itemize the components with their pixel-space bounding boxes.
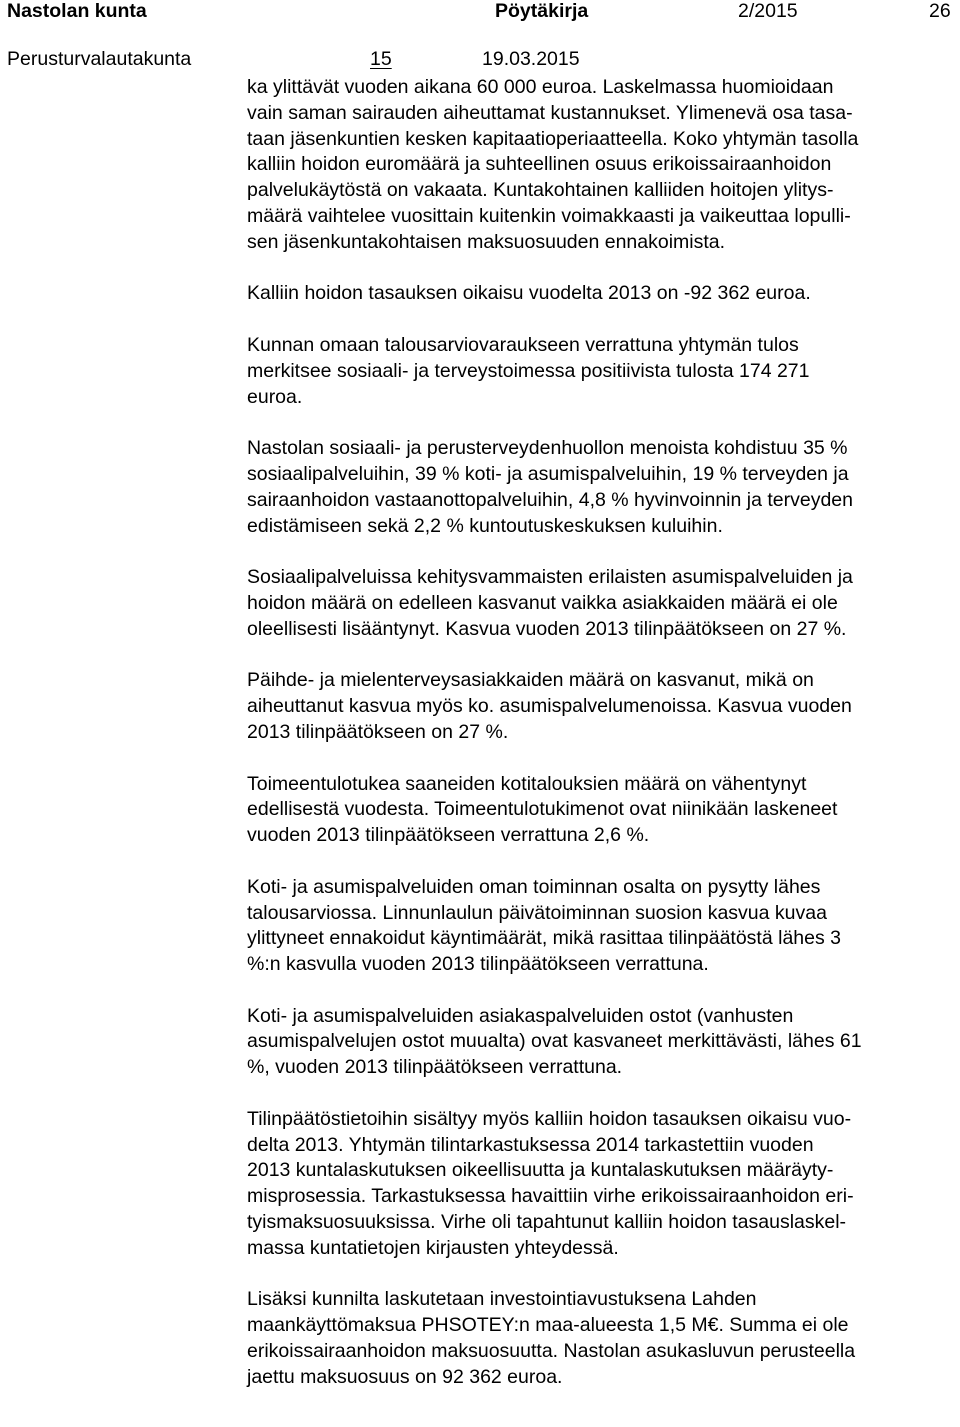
meeting-date: 19.03.2015: [482, 48, 580, 70]
paragraph: [247, 1287, 952, 1390]
paragraph: [247, 1107, 952, 1262]
document-type: Pöytäkirja: [495, 0, 589, 22]
text-line: talousarviossa. Linnunlaulun päivätoiminnan suosion kasvua kuvaa: [247, 901, 827, 924]
text-line: ylittyneet ennakoidut käyntimäärät, mikä rasittaa tilinpäätöstä lähes 3: [247, 927, 841, 950]
text-line: Koti- ja asumispalveluiden oman toiminnan osalta on pysytty lähes: [247, 875, 821, 898]
text-line: ka ylittävät vuoden aikana 60 000 euroa. Laskelmassa huomioidaan: [247, 76, 834, 98]
text-line: euroa.: [247, 385, 303, 408]
text-line: hoidon määrä on edelleen kasvanut vaikka asiakkaiden määrä ei ole: [247, 591, 838, 614]
text-line: Nastolan sosiaali- ja perusterveydenhuollon menoista kohdistuu 35 %: [247, 437, 848, 460]
document-number: 2/2015: [738, 0, 798, 22]
text-line: delta 2013. Yhtymän tilintarkastuksessa 2014 tarkastettiin vuoden: [247, 1133, 814, 1156]
text-line: jaettu maksuosuus on 92 362 euroa.: [247, 1365, 563, 1388]
paragraph: [247, 281, 952, 307]
text-line: aiheuttanut kasvua myös ko. asumispalvelumenoissa. Kasvua vuoden: [247, 695, 852, 718]
document-header: [0, 0, 960, 24]
committee-name: Perusturvalautakunta: [7, 48, 192, 70]
text-line: sairaanhoidon vastaanottopalveluihin, 4,8 % hyvinvoinnin ja terveyden: [247, 488, 853, 511]
text-line: Koti- ja asumispalveluiden asiakaspalveluiden ostot (vanhusten: [247, 1004, 794, 1027]
paragraph: [247, 75, 952, 256]
text-line: merkitsee sosiaali- ja terveystoimessa positiivista tulosta 174 271: [247, 359, 810, 382]
text-line: 2013 tilinpäätökseen on 27 %.: [247, 720, 509, 743]
text-line: sen jäsenkuntakohtaisen maksuosuuden ennakoimista.: [247, 230, 726, 253]
text-line: Kalliin hoidon tasauksen oikaisu vuodelta 2013 on -92 362 euroa.: [247, 282, 811, 305]
text-line: sosiaalipalveluihin, 39 % koti- ja asumispalveluihin, 19 % terveyden ja: [247, 462, 849, 485]
paragraph: [247, 333, 952, 410]
text-line: %:n kasvulla vuoden 2013 tilinpäätökseen verrattuna.: [247, 953, 709, 976]
text-line: edellisestä vuodesta. Toimeentulotukimenot ovat niinikään laskeneet: [247, 798, 838, 821]
text-line: kalliin hoidon euromäärä ja suhteellinen osuus erikoissairaanhoidon: [247, 153, 832, 176]
text-line: massa kuntatietojen kirjausten yhteydessä.: [247, 1236, 619, 1259]
text-line: Sosiaalipalveluissa kehitysvammaisten erilaisten asumispalveluiden ja: [247, 566, 853, 589]
paragraph: [247, 1004, 952, 1081]
paragraph: [247, 772, 952, 849]
text-line: misprosessia. Tarkastuksessa havaittiin virhe erikoissairaanhoidon eri-: [247, 1185, 854, 1208]
paragraph: [247, 436, 952, 539]
text-line: erikoissairaanhoidon maksuosuutta. Nastolan asukasluvun perusteella: [247, 1340, 856, 1363]
text-line: vuoden 2013 tilinpäätökseen verrattuna 2,6 %.: [247, 824, 650, 847]
text-line: %, vuoden 2013 tilinpäätökseen verrattuna.: [247, 1056, 623, 1079]
paragraph: [247, 565, 952, 642]
document-subheader: [0, 46, 960, 72]
text-line: asumispalvelujen ostot muualta) ovat kasvaneet merkittävästi, lähes 61: [247, 1030, 862, 1053]
text-line: Tilinpäätöstietoihin sisältyy myös kalliin hoidon tasauksen oikaisu vuo-: [247, 1107, 852, 1130]
text-line: oleellisesti lisääntynyt. Kasvua vuoden 2013 tilinpäätökseen on 27 %.: [247, 617, 847, 640]
text-line: 2013 kuntalaskutuksen oikeellisuutta ja kuntalaskutuksen määräyty-: [247, 1159, 834, 1182]
text-line: määrä vaihtelee vuosittain kuitenkin voimakkaasti ja vaikeuttaa lopulli-: [247, 204, 851, 227]
text-line: Päihde- ja mielenterveysasiakkaiden määrä on kasvanut, mikä on: [247, 669, 814, 692]
document-body: [247, 75, 952, 1391]
text-line: Kunnan omaan talousarviovaraukseen verrattuna yhtymän tulos: [247, 333, 799, 356]
paragraph: [247, 668, 952, 745]
text-line: taan jäsenkuntien kesken kapitaatioperiaatteella. Koko yhtymän tasolla: [247, 127, 859, 150]
text-line: Toimeentulotukea saaneiden kotitalouksien määrä on vähentynyt: [247, 772, 807, 795]
organization-name: Nastolan kunta: [7, 0, 147, 22]
text-line: Lisäksi kunnilta laskutetaan investointiavustuksena Lahden: [247, 1288, 757, 1311]
text-line: edistämiseen sekä 2,2 % kuntoutuskeskuksen kuluihin.: [247, 514, 723, 537]
text-line: tyismaksuosuuksissa. Virhe oli tapahtunut kalliin hoidon tasauslaskel-: [247, 1211, 847, 1234]
text-line: vain saman sairauden aiheuttamat kustannukset. Ylimenevä osa tasa-: [247, 101, 853, 124]
section-number: 15: [370, 48, 392, 70]
page-number: 26: [929, 0, 951, 22]
text-line: maankäyttömaksua PHSOTEY:n maa-alueesta 1,5 M€. Summa ei ole: [247, 1314, 849, 1337]
text-line: palvelukäytöstä on vakaata. Kuntakohtainen kalliiden hoitojen ylitys-: [247, 179, 834, 202]
paragraph: [247, 875, 952, 978]
